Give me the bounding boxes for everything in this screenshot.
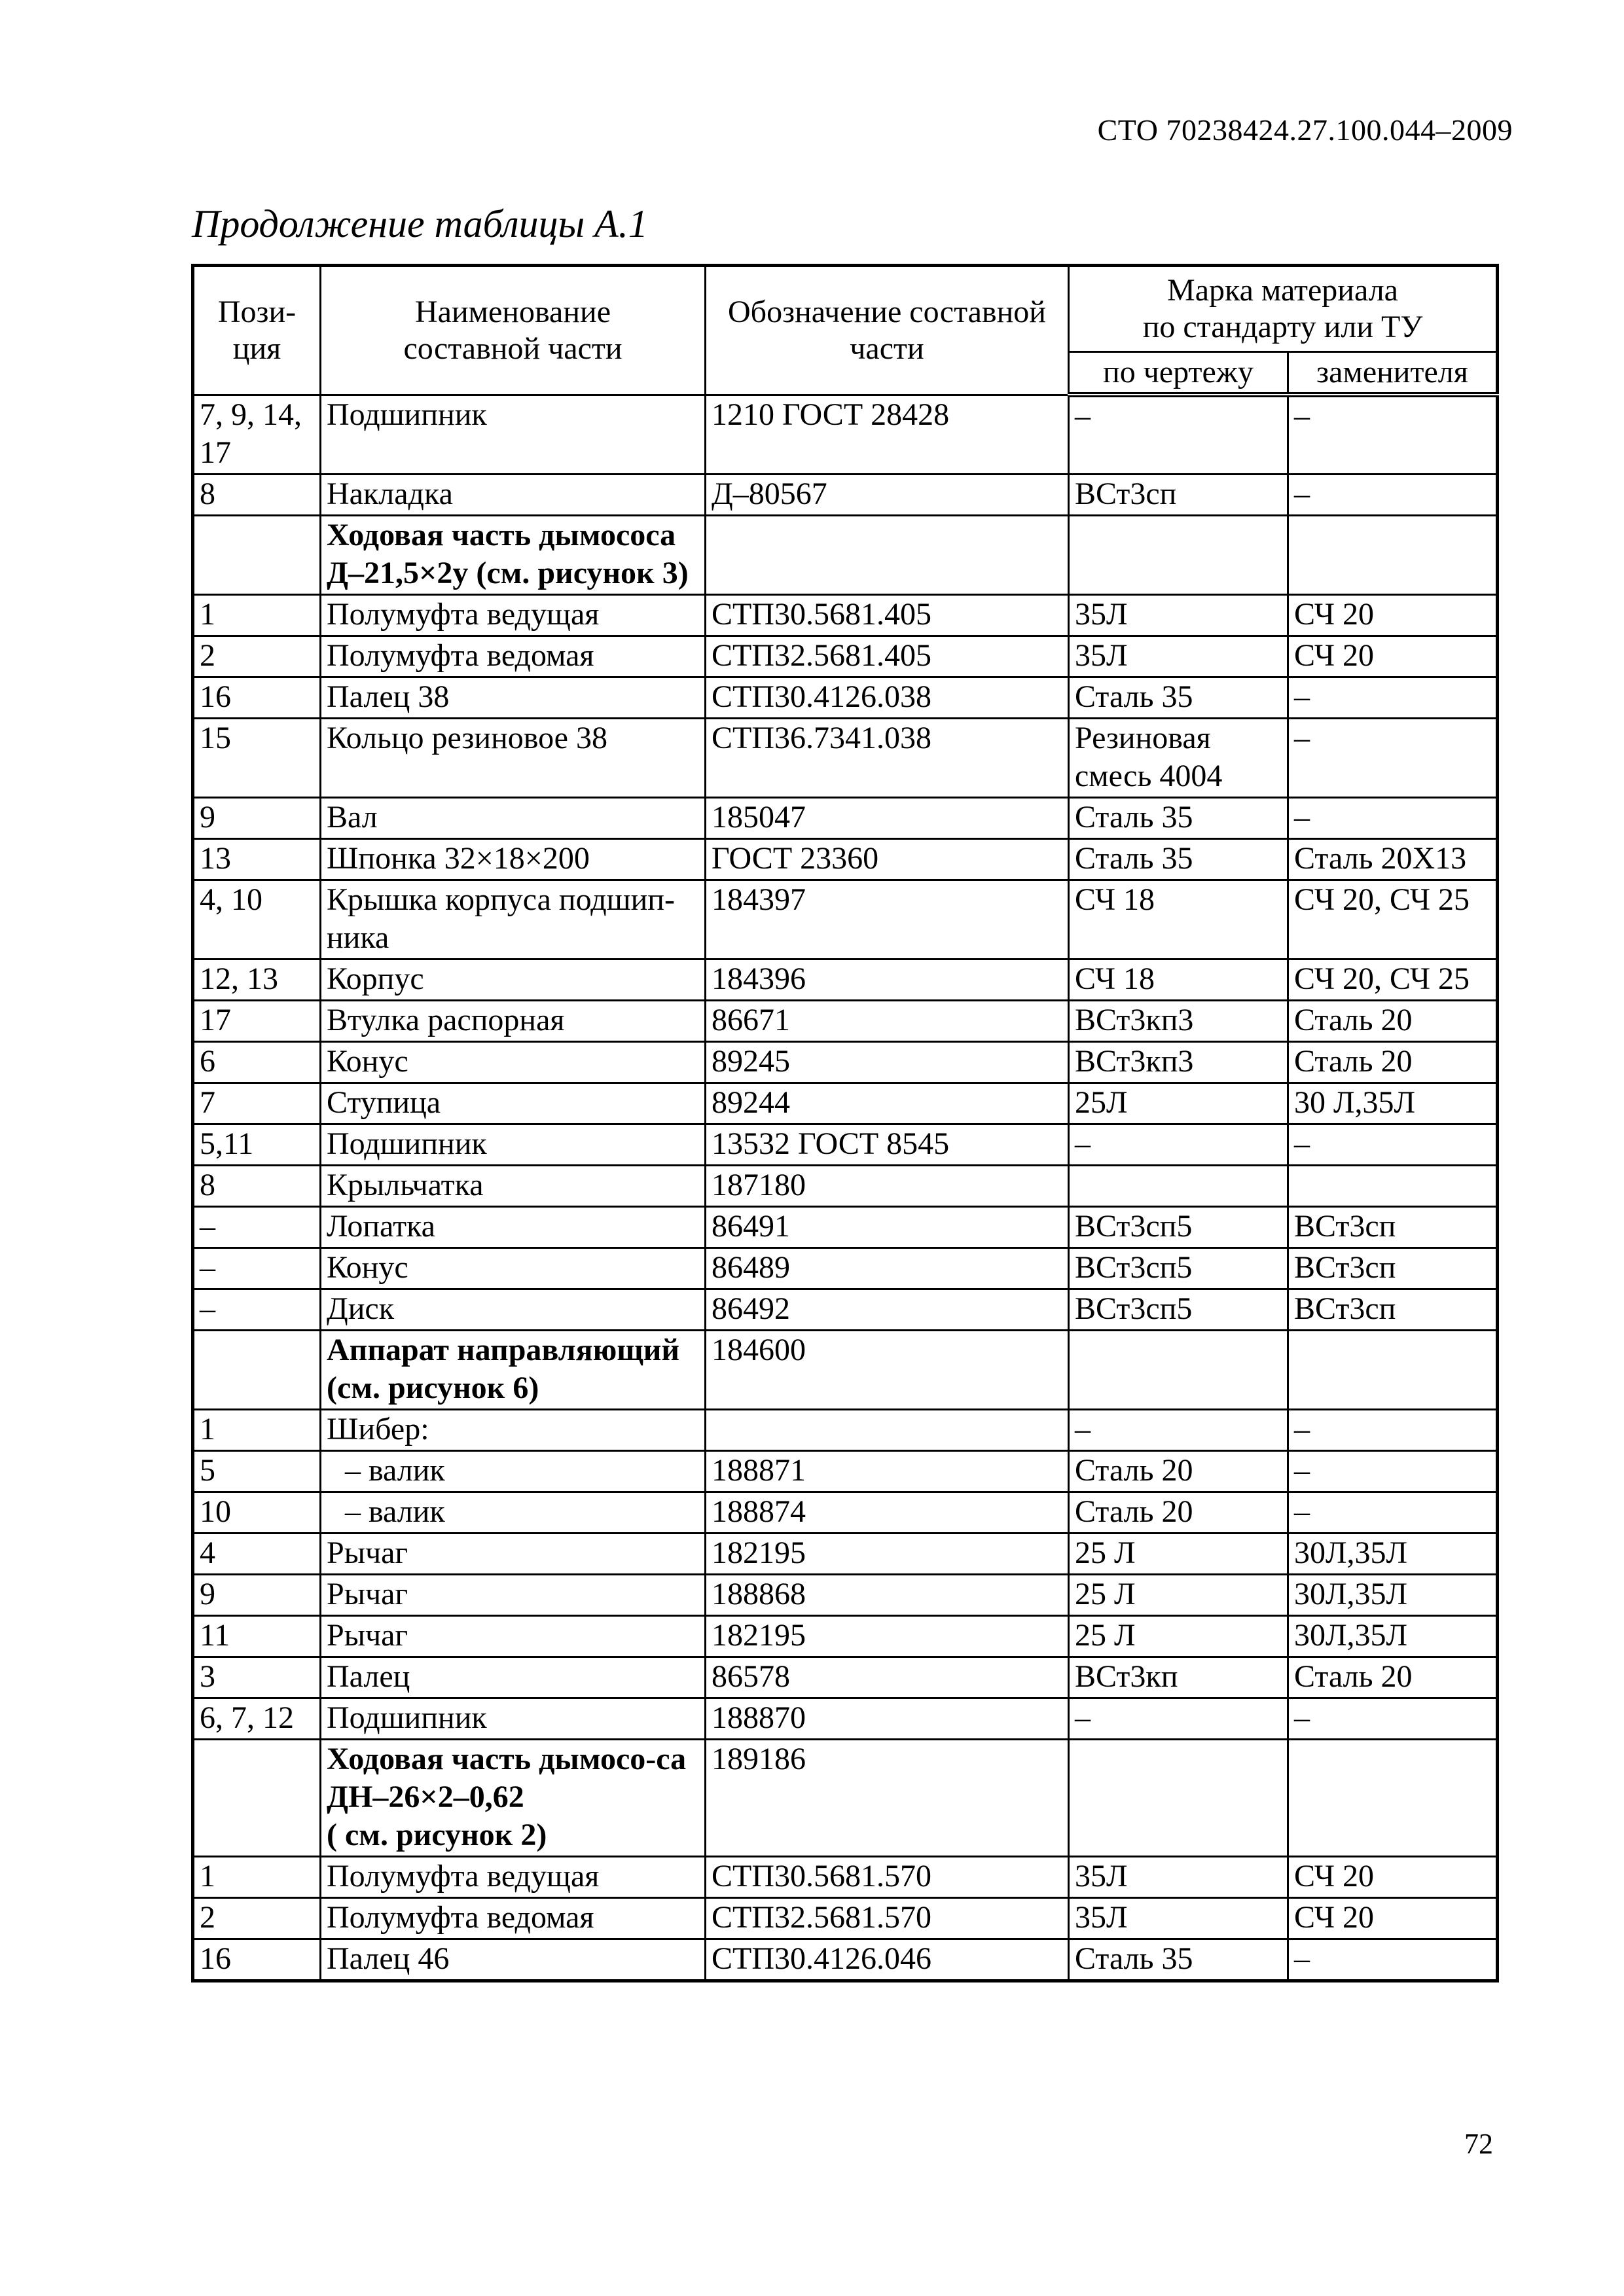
table-row <box>193 1165 1498 1206</box>
cell-material-substitute: – <box>1288 1698 1498 1739</box>
cell-name: Ходовая часть дымосо-са ДН–26×2–0,62 ( см. рисунок 2) <box>321 1739 706 1856</box>
cell-designation: 189186 <box>706 1739 1069 1856</box>
cell-material-substitute: 30Л,35Л <box>1288 1574 1498 1615</box>
cell-designation: ГОСТ 23360 <box>706 838 1069 880</box>
col-by-drawing-header: по чертежу <box>1069 352 1288 395</box>
cell-designation: СТП30.5681.405 <box>706 594 1069 636</box>
cell-name: Подшипник <box>321 1698 706 1739</box>
cell-name: Аппарат направляющий (см. рисунок 6) <box>321 1330 706 1409</box>
cell-name: Полумуфта ведомая <box>321 1897 706 1939</box>
cell-designation: 187180 <box>706 1165 1069 1206</box>
cell-designation: 188868 <box>706 1574 1069 1615</box>
cell-material-by-drawing: ВСт3сп <box>1069 474 1288 515</box>
cell-material-substitute <box>1288 1165 1498 1206</box>
cell-designation: 86671 <box>706 1000 1069 1041</box>
cell-material-by-drawing: ВСт3сп5 <box>1069 1247 1288 1289</box>
cell-designation: 86491 <box>706 1206 1069 1247</box>
cell-position: 8 <box>193 474 321 515</box>
cell-material-by-drawing: Сталь 35 <box>1069 797 1288 838</box>
cell-material-by-drawing: Сталь 20 <box>1069 1450 1288 1492</box>
cell-designation <box>706 1409 1069 1450</box>
cell-position <box>193 1330 321 1409</box>
cell-position: 3 <box>193 1657 321 1698</box>
cell-position: 10 <box>193 1492 321 1533</box>
cell-material-by-drawing: ВСт3сп5 <box>1069 1206 1288 1247</box>
cell-material-by-drawing: 25Л <box>1069 1083 1288 1124</box>
cell-name: Кольцо резиновое 38 <box>321 718 706 797</box>
cell-position: 8 <box>193 1165 321 1206</box>
col-material-header: Марка материала по стандарту или ТУ <box>1069 266 1498 352</box>
cell-position: 7, 9, 14, 17 <box>193 395 321 474</box>
document-code: СТО 70238424.27.100.044–2009 <box>1097 113 1513 147</box>
table-row <box>193 880 1498 959</box>
table-row <box>193 1492 1498 1533</box>
cell-material-substitute <box>1288 515 1498 594</box>
cell-name: Ступица <box>321 1083 706 1124</box>
table-row <box>193 515 1498 594</box>
cell-material-substitute: ВСт3сп <box>1288 1206 1498 1247</box>
cell-name: Крышка корпуса подшип-ника <box>321 880 706 959</box>
cell-designation: 13532 ГОСТ 8545 <box>706 1124 1069 1165</box>
cell-material-by-drawing: ВСт3кп3 <box>1069 1000 1288 1041</box>
cell-position: 9 <box>193 1574 321 1615</box>
cell-material-by-drawing: ВСт3кп3 <box>1069 1041 1288 1083</box>
cell-material-substitute: СЧ 20 <box>1288 636 1498 677</box>
cell-material-by-drawing <box>1069 515 1288 594</box>
table-row <box>193 1206 1498 1247</box>
table-row <box>193 1657 1498 1698</box>
cell-position: 6 <box>193 1041 321 1083</box>
cell-material-substitute: Сталь 20 <box>1288 1041 1498 1083</box>
cell-designation: 188870 <box>706 1698 1069 1739</box>
cell-position: 12, 13 <box>193 959 321 1000</box>
cell-name: Подшипник <box>321 1124 706 1165</box>
table-row <box>193 1698 1498 1739</box>
cell-position <box>193 1739 321 1856</box>
cell-name: Палец <box>321 1657 706 1698</box>
cell-position: 16 <box>193 1939 321 1981</box>
table-row <box>193 1615 1498 1657</box>
cell-designation: 188874 <box>706 1492 1069 1533</box>
cell-material-by-drawing <box>1069 1330 1288 1409</box>
cell-name: Подшипник <box>321 395 706 474</box>
cell-position: 9 <box>193 797 321 838</box>
cell-material-substitute: СЧ 20, СЧ 25 <box>1288 880 1498 959</box>
table-row <box>193 1450 1498 1492</box>
cell-designation: СТП32.5681.405 <box>706 636 1069 677</box>
cell-material-by-drawing: 35Л <box>1069 594 1288 636</box>
cell-designation: 182195 <box>706 1615 1069 1657</box>
cell-name: Шпонка 32×18×200 <box>321 838 706 880</box>
page-number: 72 <box>1464 2128 1493 2160</box>
table-row <box>193 1739 1498 1856</box>
cell-material-substitute: – <box>1288 1124 1498 1165</box>
cell-material-substitute: – <box>1288 1409 1498 1450</box>
cell-material-by-drawing: 25 Л <box>1069 1615 1288 1657</box>
col-position-header: Пози- ция <box>193 266 321 395</box>
table-row <box>193 1124 1498 1165</box>
cell-material-by-drawing: 25 Л <box>1069 1533 1288 1574</box>
cell-material-by-drawing: – <box>1069 395 1288 474</box>
table-row <box>193 718 1498 797</box>
cell-position: – <box>193 1247 321 1289</box>
cell-position: 15 <box>193 718 321 797</box>
cell-name: Ходовая часть дымососа Д–21,5×2у (см. рисунок 3) <box>321 515 706 594</box>
cell-position: 6, 7, 12 <box>193 1698 321 1739</box>
table-row <box>193 1330 1498 1409</box>
cell-name: Шибер: <box>321 1409 706 1450</box>
col-designation-header: Обозначение составной части <box>706 266 1069 395</box>
cell-position: 13 <box>193 838 321 880</box>
cell-position: 4, 10 <box>193 880 321 959</box>
table-row <box>193 1939 1498 1981</box>
table-row <box>193 677 1498 718</box>
cell-position: 4 <box>193 1533 321 1574</box>
table-row <box>193 1533 1498 1574</box>
cell-material-by-drawing: ВСт3сп5 <box>1069 1289 1288 1330</box>
cell-name: Рычаг <box>321 1574 706 1615</box>
cell-material-substitute: 30Л,35Л <box>1288 1533 1498 1574</box>
cell-name: Лопатка <box>321 1206 706 1247</box>
cell-material-by-drawing: Сталь 35 <box>1069 677 1288 718</box>
cell-name: Палец 46 <box>321 1939 706 1981</box>
cell-designation: СТП30.4126.046 <box>706 1939 1069 1981</box>
cell-material-by-drawing: СЧ 18 <box>1069 880 1288 959</box>
cell-position: 2 <box>193 636 321 677</box>
cell-material-substitute <box>1288 1330 1498 1409</box>
cell-name: Палец 38 <box>321 677 706 718</box>
cell-material-substitute: 30Л,35Л <box>1288 1615 1498 1657</box>
cell-material-by-drawing: СЧ 18 <box>1069 959 1288 1000</box>
cell-material-by-drawing: – <box>1069 1698 1288 1739</box>
cell-designation: СТП30.5681.570 <box>706 1856 1069 1897</box>
cell-position: 11 <box>193 1615 321 1657</box>
cell-designation: 185047 <box>706 797 1069 838</box>
table-row <box>193 474 1498 515</box>
cell-material-substitute: ВСт3сп <box>1288 1289 1498 1330</box>
table-row <box>193 1041 1498 1083</box>
cell-material-substitute: – <box>1288 1450 1498 1492</box>
cell-position: 1 <box>193 594 321 636</box>
table-caption: Продолжение таблицы А.1 <box>192 202 648 245</box>
table-row <box>193 636 1498 677</box>
cell-material-by-drawing <box>1069 1739 1288 1856</box>
cell-material-substitute: – <box>1288 395 1498 474</box>
col-name-header: Наименование составной части <box>321 266 706 395</box>
col-substitute-header: заменителя <box>1288 352 1498 395</box>
cell-material-by-drawing: 35Л <box>1069 1897 1288 1939</box>
table-row <box>193 959 1498 1000</box>
cell-material-substitute: – <box>1288 797 1498 838</box>
cell-material-by-drawing: ВСт3кп <box>1069 1657 1288 1698</box>
cell-material-substitute: Сталь 20Х13 <box>1288 838 1498 880</box>
cell-designation: 86578 <box>706 1657 1069 1698</box>
table-row <box>193 1409 1498 1450</box>
cell-material-substitute: – <box>1288 718 1498 797</box>
cell-material-by-drawing: Резиновая смесь 4004 <box>1069 718 1288 797</box>
cell-designation: СТП30.4126.038 <box>706 677 1069 718</box>
cell-designation: 184396 <box>706 959 1069 1000</box>
cell-position: – <box>193 1289 321 1330</box>
table-row <box>193 838 1498 880</box>
cell-designation: 188871 <box>706 1450 1069 1492</box>
cell-name: Полумуфта ведомая <box>321 636 706 677</box>
cell-designation <box>706 515 1069 594</box>
cell-name: Конус <box>321 1041 706 1083</box>
table-row <box>193 1247 1498 1289</box>
cell-material-substitute: СЧ 20 <box>1288 594 1498 636</box>
cell-name: Полумуфта ведущая <box>321 594 706 636</box>
table-row <box>193 1289 1498 1330</box>
table-row <box>193 1574 1498 1615</box>
cell-designation: 184600 <box>706 1330 1069 1409</box>
cell-designation: СТП32.5681.570 <box>706 1897 1069 1939</box>
cell-name: Корпус <box>321 959 706 1000</box>
cell-material-substitute <box>1288 1739 1498 1856</box>
cell-position: 16 <box>193 677 321 718</box>
cell-material-substitute: Сталь 20 <box>1288 1657 1498 1698</box>
cell-material-substitute: СЧ 20 <box>1288 1856 1498 1897</box>
cell-designation: 86489 <box>706 1247 1069 1289</box>
cell-name: Втулка распорная <box>321 1000 706 1041</box>
cell-material-substitute: – <box>1288 1939 1498 1981</box>
table-row <box>193 594 1498 636</box>
cell-material-substitute: ВСт3сп <box>1288 1247 1498 1289</box>
cell-material-substitute: – <box>1288 1492 1498 1533</box>
cell-name: – валик <box>321 1492 706 1533</box>
table-row <box>193 1856 1498 1897</box>
cell-name: Вал <box>321 797 706 838</box>
cell-designation: СТП36.7341.038 <box>706 718 1069 797</box>
cell-material-substitute: – <box>1288 474 1498 515</box>
cell-position: – <box>193 1206 321 1247</box>
cell-material-by-drawing: 25 Л <box>1069 1574 1288 1615</box>
cell-position: 2 <box>193 1897 321 1939</box>
cell-position: 17 <box>193 1000 321 1041</box>
cell-position: 5,11 <box>193 1124 321 1165</box>
cell-designation: 182195 <box>706 1533 1069 1574</box>
cell-material-substitute: СЧ 20, СЧ 25 <box>1288 959 1498 1000</box>
table-row <box>193 1000 1498 1041</box>
cell-designation: Д–80567 <box>706 474 1069 515</box>
table-row <box>193 1897 1498 1939</box>
cell-material-by-drawing <box>1069 1165 1288 1206</box>
table-body <box>193 395 1498 1981</box>
cell-position <box>193 515 321 594</box>
cell-name: Накладка <box>321 474 706 515</box>
cell-material-by-drawing: – <box>1069 1124 1288 1165</box>
cell-designation: 89244 <box>706 1083 1069 1124</box>
cell-material-substitute: – <box>1288 677 1498 718</box>
cell-material-substitute: СЧ 20 <box>1288 1897 1498 1939</box>
cell-material-substitute: Сталь 20 <box>1288 1000 1498 1041</box>
cell-material-by-drawing: Сталь 20 <box>1069 1492 1288 1533</box>
cell-name: Крыльчатка <box>321 1165 706 1206</box>
cell-material-by-drawing: Сталь 35 <box>1069 838 1288 880</box>
cell-name: Диск <box>321 1289 706 1330</box>
table-row <box>193 797 1498 838</box>
cell-position: 1 <box>193 1409 321 1450</box>
cell-name: Рычаг <box>321 1533 706 1574</box>
cell-material-by-drawing: – <box>1069 1409 1288 1450</box>
cell-position: 7 <box>193 1083 321 1124</box>
cell-designation: 184397 <box>706 880 1069 959</box>
cell-designation: 86492 <box>706 1289 1069 1330</box>
cell-material-by-drawing: 35Л <box>1069 636 1288 677</box>
parts-table <box>191 264 1499 1982</box>
cell-name: Конус <box>321 1247 706 1289</box>
table-header <box>193 266 1498 395</box>
cell-designation: 1210 ГОСТ 28428 <box>706 395 1069 474</box>
cell-material-by-drawing: 35Л <box>1069 1856 1288 1897</box>
table-row <box>193 1083 1498 1124</box>
table-row <box>193 395 1498 474</box>
cell-material-by-drawing: Сталь 35 <box>1069 1939 1288 1981</box>
cell-position: 1 <box>193 1856 321 1897</box>
cell-position: 5 <box>193 1450 321 1492</box>
cell-name: – валик <box>321 1450 706 1492</box>
cell-name: Полумуфта ведущая <box>321 1856 706 1897</box>
cell-designation: 89245 <box>706 1041 1069 1083</box>
cell-name: Рычаг <box>321 1615 706 1657</box>
cell-material-substitute: 30 Л,35Л <box>1288 1083 1498 1124</box>
